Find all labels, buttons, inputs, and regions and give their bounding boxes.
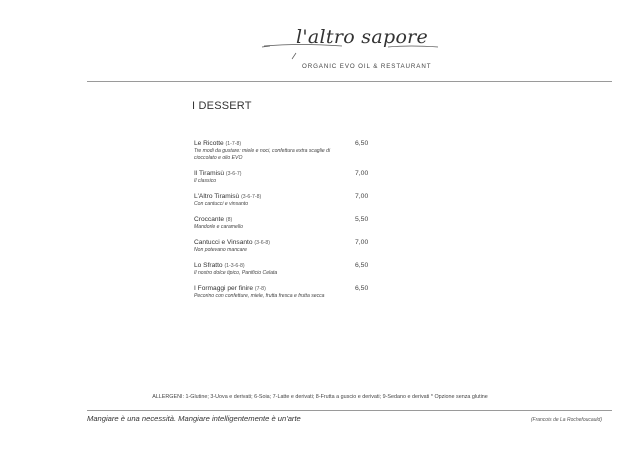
- menu-item: [194, 193, 384, 208]
- item-price: 6,50: [355, 140, 369, 147]
- menu-item: [194, 216, 384, 231]
- item-allergens: (1-7-8): [225, 141, 242, 147]
- item-price: 6,50: [355, 284, 369, 292]
- brand-logo: [0, 26, 640, 86]
- menu-item: [194, 170, 384, 185]
- item-price: 7,00: [355, 238, 369, 246]
- item-price: 7,00: [355, 169, 369, 177]
- quote-author: (Francois de La Rochefoucauld): [530, 417, 602, 423]
- header-divider: [87, 81, 612, 82]
- item-price: 6,50: [355, 261, 369, 269]
- item-description: Con cantucci e vinsanto: [194, 200, 249, 207]
- brand-tagline: ORGANIC EVO OIL & RESTAURANT: [302, 63, 432, 70]
- item-name: Lo Sfratto: [194, 261, 223, 269]
- item-description: Il nostro dolce tipico, Panificio Celata: [194, 269, 278, 276]
- item-name: Le Ricotte: [194, 140, 224, 147]
- item-allergens: (7-8): [254, 285, 266, 292]
- item-description: Il classico: [194, 177, 217, 184]
- item-allergens: (8): [225, 216, 233, 223]
- item-allergens: (3-6-8): [254, 239, 270, 246]
- item-name: I Formaggi per finire: [194, 284, 253, 292]
- item-allergens: (1-3-6-8): [224, 262, 245, 269]
- item-description: Tre modi da gustare: miele e noci, confettura extra scaglie di cioccolato e olio EVO: [194, 148, 331, 161]
- footer-divider: [87, 410, 612, 411]
- item-description: Mandorle e caramello: [194, 223, 243, 230]
- allergen-legend: ALLERGENI: 1-Glutine; 3-Uova e derivati; 6-Soia; 7-Latte e derivati; 8-Frutta a guscio e derivati; 9-Sedano e derivati * Opzione senza glutine: [152, 394, 488, 400]
- item-description: Non potevano mancare: [194, 246, 247, 253]
- dessert-list: [194, 140, 384, 308]
- item-name: Il Tiramisù: [194, 169, 225, 177]
- brand-name: l'altro sapore: [296, 26, 429, 48]
- section-title: I DESSERT: [192, 100, 252, 112]
- item-price: 5,50: [355, 215, 369, 223]
- item-name: Cantucci e Vinsanto: [194, 238, 253, 246]
- menu-item: [194, 140, 384, 161]
- item-name: L'Altro Tiramisù: [194, 192, 240, 200]
- item-allergens: (3-6-7): [225, 170, 242, 177]
- menu-item: [194, 262, 384, 277]
- item-name: Croccante: [194, 215, 225, 223]
- menu-item: [194, 239, 384, 254]
- item-price: 7,00: [355, 192, 369, 200]
- menu-item: [194, 285, 384, 300]
- item-description: Pecorino con confetture, miele, frutta fresca e frutta secca: [194, 292, 325, 299]
- footer-quote: Mangiare è una necessità. Mangiare intelligentemente è un'arte: [87, 414, 301, 423]
- item-allergens: (3-6-7-8): [241, 193, 262, 200]
